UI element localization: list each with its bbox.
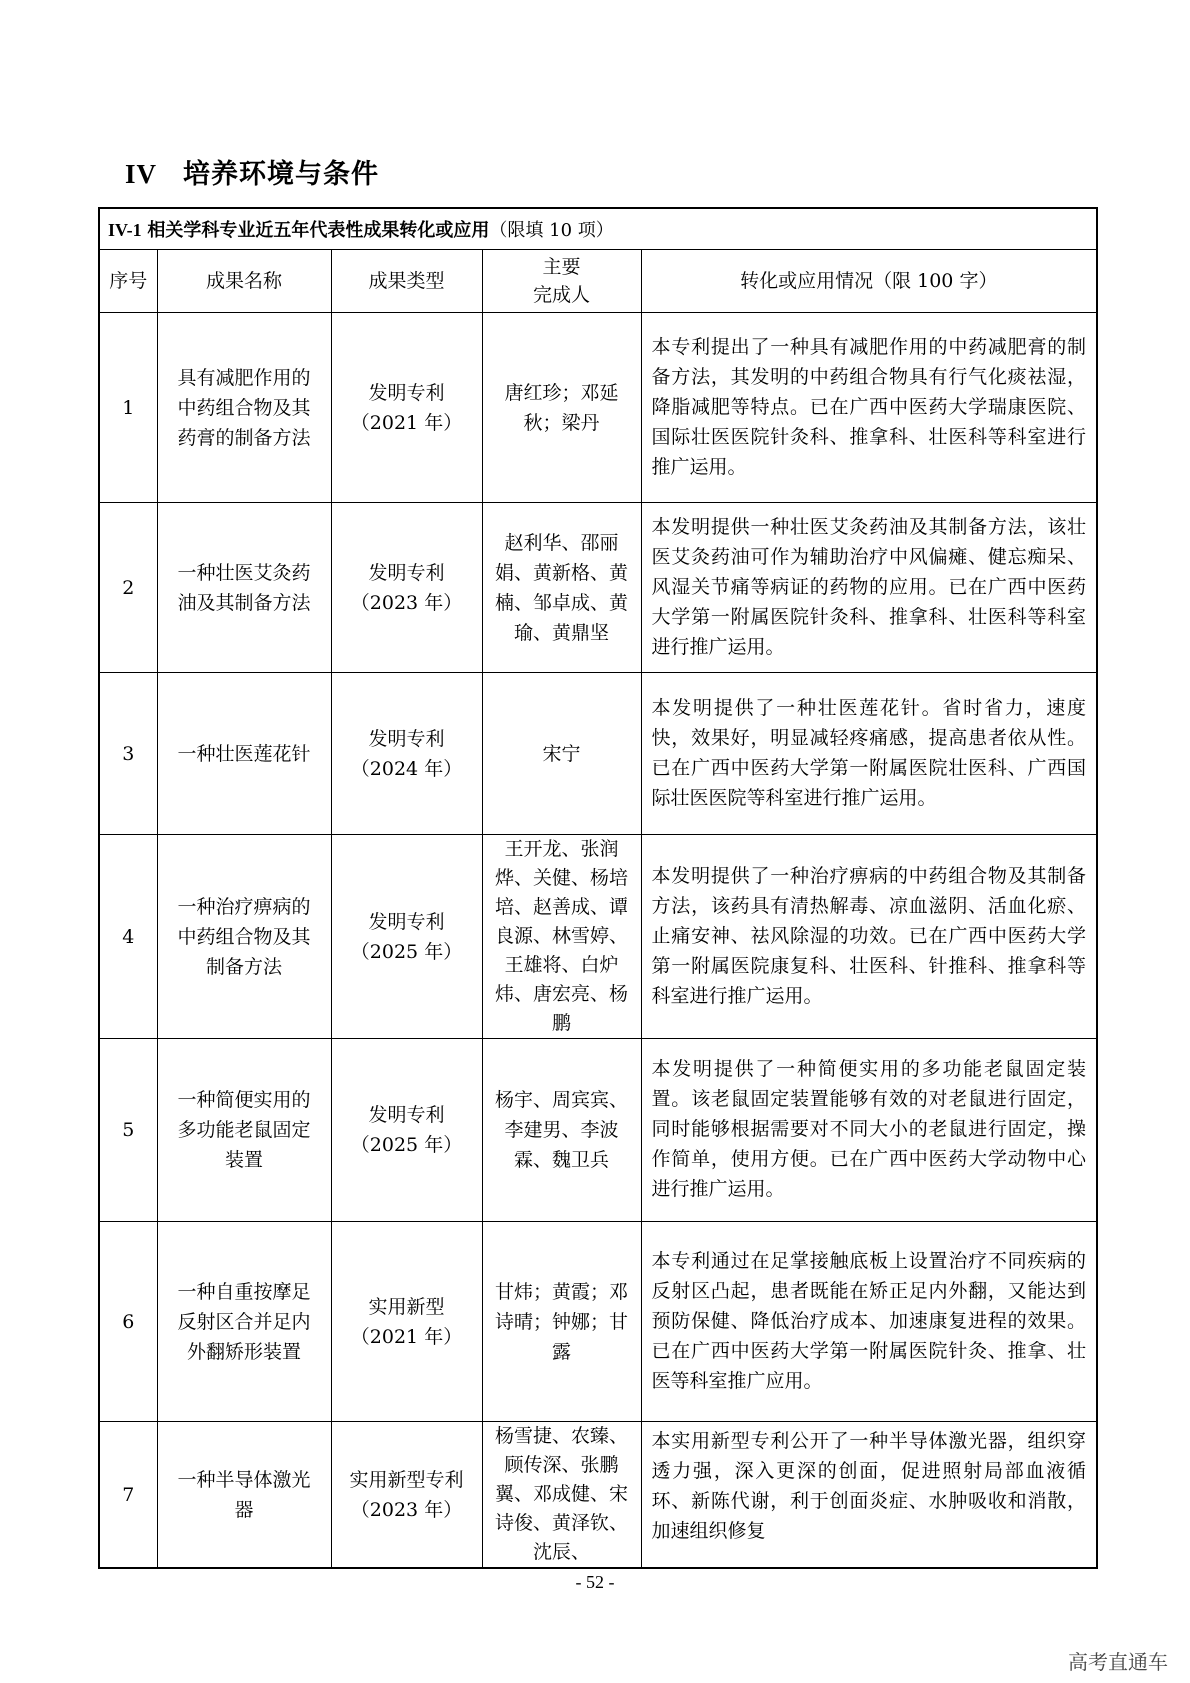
cell-application: 本发明提供了一种壮医莲花针。省时省力，速度快，效果好，明显减轻疼痛感，提高患者依从性。已在广西中医药大学第一附属医院壮医科、广西国际壮医医院等科室进行推广运用。 (641, 673, 1097, 835)
watermark: 高考直通车 (1068, 1650, 1168, 1674)
cell-seq: 2 (99, 503, 157, 673)
cell-persons: 赵利华、邵丽娟、黄新格、黄楠、邹卓成、黄瑜、黄鼎坚 (482, 503, 641, 673)
cell-application: 本发明提供了一种治疗痹病的中药组合物及其制备方法，该药具有清热解毒、凉血滋阴、活血化瘀、止痛安神、祛风除湿的功效。已在广西中医药大学第一附属医院康复科、壮医科、针推科、推拿科等科室进行推广运用。 (641, 835, 1097, 1039)
cell-name: 一种壮医艾灸药油及其制备方法 (157, 503, 331, 673)
cell-name: 具有减肥作用的中药组合物及其药膏的制备方法 (157, 313, 331, 503)
cell-type (331, 1222, 482, 1422)
cell-name: 一种自重按摩足反射区合并足内外翻矫形装置 (157, 1222, 331, 1422)
cell-type-line1: 发明专利 (368, 381, 445, 404)
cell-seq: 7 (99, 1422, 157, 1569)
cell-persons: 杨雪捷、农臻、顾传深、张鹏翼、邓成健、宋诗俊、黄泽钦、沈辰、 (482, 1422, 641, 1569)
cell-type-line1: 实用新型 (368, 1295, 445, 1318)
header-type: 成果类型 (331, 250, 482, 313)
cell-persons: 王开龙、张润烨、关健、杨培培、赵善成、谭良源、林雪婷、王雄将、白炉炜、唐宏亮、杨鹏 (482, 835, 641, 1039)
cell-persons: 甘炜；黄霞；邓诗晴；钟娜；甘露 (482, 1222, 641, 1422)
cell-type (331, 313, 482, 503)
cell-type-line1: 发明专利 (368, 910, 445, 933)
caption-note: （限填 10 项） (489, 220, 614, 241)
table-row (99, 835, 1097, 1039)
page-number: - 52 - (575, 1572, 615, 1592)
cell-type-line2: （2025 年） (350, 940, 463, 963)
cell-seq: 5 (99, 1039, 157, 1222)
cell-seq: 1 (99, 313, 157, 503)
cell-type (331, 673, 482, 835)
table-row (99, 313, 1097, 503)
header-application: 转化或应用情况（限 100 字） (641, 250, 1097, 313)
cell-type-line2: （2021 年） (350, 1325, 463, 1348)
cell-type (331, 1039, 482, 1222)
cell-application: 本实用新型专利公开了一种半导体激光器，组织穿透力强，深入更深的创面，促进照射局部血液循环、新陈代谢，利于创面炎症、水肿吸收和消散，加速组织修复 (641, 1422, 1097, 1569)
cell-seq: 4 (99, 835, 157, 1039)
cell-name: 一种壮医莲花针 (157, 673, 331, 835)
cell-type-line1: 发明专利 (368, 561, 445, 584)
cell-type-line1: 实用新型专利 (349, 1468, 464, 1491)
cell-name: 一种简便实用的多功能老鼠固定装置 (157, 1039, 331, 1222)
cell-persons: 宋宁 (482, 673, 641, 835)
table-caption (99, 208, 1097, 250)
caption-title: 相关学科专业近五年代表性成果转化或应用 (147, 220, 490, 241)
cell-type (331, 835, 482, 1039)
header-persons (482, 250, 641, 313)
cell-application: 本专利提出了一种具有减肥作用的中药减肥膏的制备方法，其发明的中药组合物具有行气化痰祛湿，降脂减肥等特点。已在广西中医药大学瑞康医院、国际壮医医院针灸科、推拿科、壮医科等科室进行推广运用。 (641, 313, 1097, 503)
header-seq: 序号 (99, 250, 157, 313)
caption-code: IV-1 (108, 220, 142, 240)
cell-application: 本发明提供一种壮医艾灸药油及其制备方法，该壮医艾灸药油可作为辅助治疗中风偏瘫、健忘痴呆、风湿关节痛等病证的药物的应用。已在广西中医药大学第一附属医院针灸科、推拿科、壮医科等科室进行推广运用。 (641, 503, 1097, 673)
cell-type-line1: 发明专利 (368, 1104, 445, 1126)
section-number: IV (125, 159, 158, 189)
section-title (125, 152, 379, 191)
cell-name: 一种治疗痹病的中药组合物及其制备方法 (157, 835, 331, 1039)
section-title-text: 培养环境与条件 (183, 159, 380, 190)
header-persons-line1: 主要 (542, 256, 581, 278)
cell-name: 一种半导体激光器 (157, 1422, 331, 1569)
cell-persons: 唐红珍；邓延秋；梁丹 (482, 313, 641, 503)
cell-application: 本发明提供了一种简便实用的多功能老鼠固定装置。该老鼠固定装置能够有效的对老鼠进行固定，同时能够根据需要对不同大小的老鼠进行固定，操作简单，使用方便。已在广西中医药大学动物中心进行推广运用。 (641, 1039, 1097, 1222)
table-caption-row (99, 208, 1097, 250)
table-row (99, 673, 1097, 835)
cell-persons: 杨宇、周宾宾、李建男、李波霖、魏卫兵 (482, 1039, 641, 1222)
header-persons-line2: 完成人 (532, 284, 590, 306)
table-row (99, 503, 1097, 673)
table-row (99, 1422, 1097, 1569)
cell-seq: 6 (99, 1222, 157, 1422)
achievements-table (98, 207, 1098, 1569)
cell-type (331, 503, 482, 673)
cell-application: 本专利通过在足掌接触底板上设置治疗不同疾病的反射区凸起，患者既能在矫正足内外翻，又能达到预防保健、降低治疗成本、加速康复进程的效果。已在广西中医药大学第一附属医院针灸、推拿、壮医等科室推广应用。 (641, 1222, 1097, 1422)
cell-type-line2: （2021 年） (350, 411, 463, 434)
cell-type-line1: 发明专利 (368, 727, 445, 750)
cell-type-line2: （2023 年） (350, 591, 463, 614)
table-header-row (99, 250, 1097, 313)
cell-type-line2: （2023 年） (350, 1498, 463, 1521)
table-row (99, 1222, 1097, 1422)
cell-type-line2: （2025 年） (350, 1134, 463, 1156)
table-row (99, 1039, 1097, 1222)
cell-seq: 3 (99, 673, 157, 835)
header-name: 成果名称 (157, 250, 331, 313)
cell-type (331, 1422, 482, 1569)
cell-type-line2: （2024 年） (350, 757, 463, 780)
